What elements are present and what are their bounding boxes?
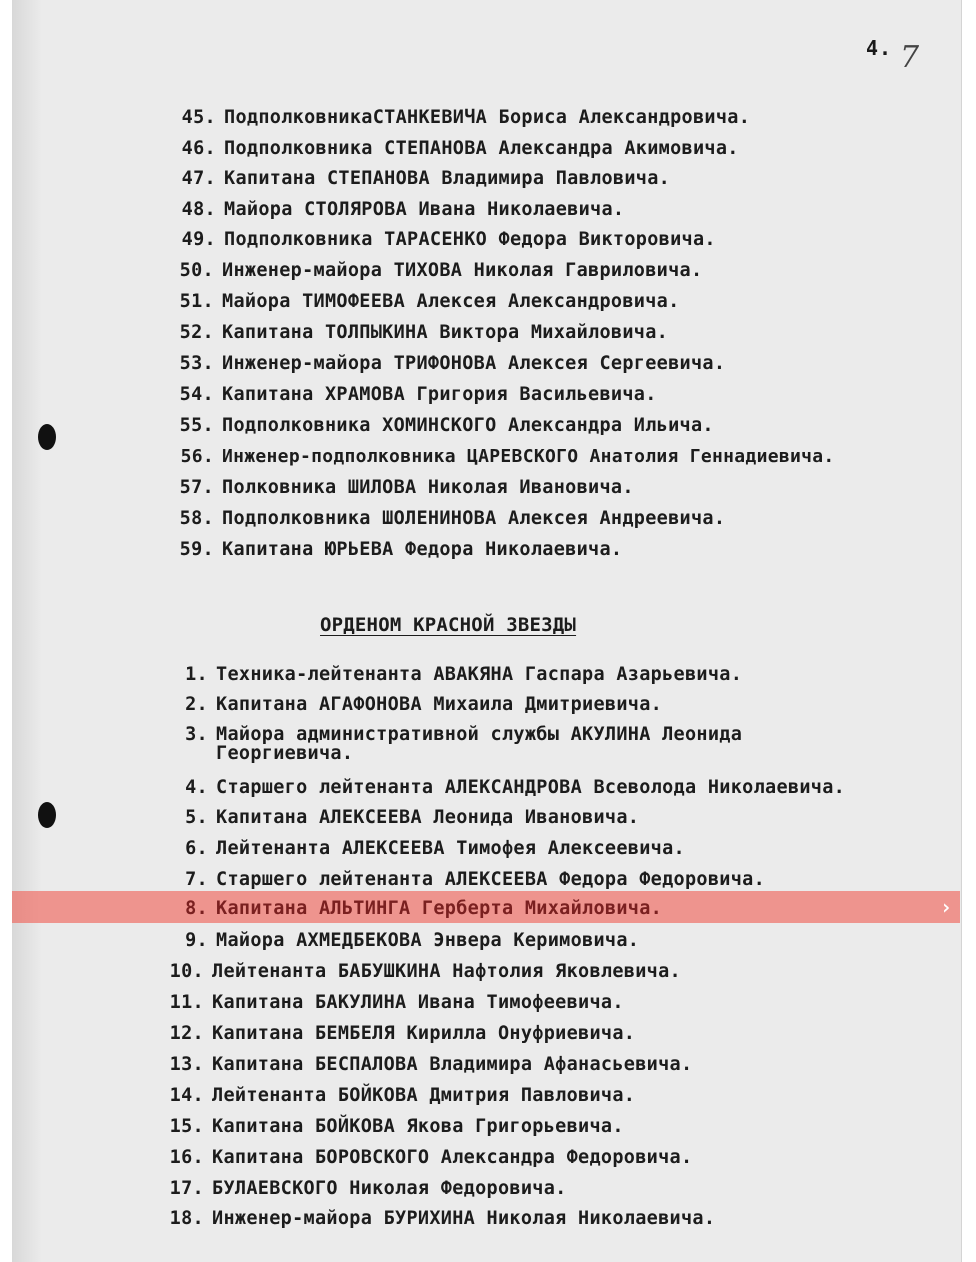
list-item: 49. Подполковника ТАРАСЕНКО Федора Викторовича. — [181, 228, 716, 250]
list-item: 55. Подполковника ХОМИНСКОГО Александра Ильича. — [179, 414, 714, 436]
list-item: 2. Капитана АГАФОНОВА Михаила Дмитриевича. — [185, 693, 663, 715]
chevron-right-icon[interactable]: › — [940, 895, 953, 919]
list-item: 4. Старшего лейтенанта АЛЕКСАНДРОВА Всеволода Николаевича. — [185, 776, 846, 798]
list-item: 11. Капитана БАКУЛИНА Ивана Тимофеевича. — [169, 991, 624, 1013]
list-item: 45. ПодполковникаСТАНКЕВИЧА Бориса Александровича. — [181, 106, 751, 128]
list-item: 52. Капитана ТОЛПЫКИНА Виктора Михайловича. — [179, 321, 669, 343]
highlighted-list-item[interactable]: 8. Капитана АЛЬТИНГА Герберта Михайловича. — [185, 897, 663, 919]
list-item: 56. Инженер-подполковника ЦАРЕВСКОГО Анатолия Геннадиевича. — [180, 445, 835, 467]
list-item: 12. Капитана БЕМБЕЛЯ Кирилла Онуфриевича. — [169, 1022, 636, 1044]
punch-hole-top — [38, 424, 56, 450]
page-edge-shadow — [12, 0, 42, 1262]
list-item: 16. Капитана БОРОВСКОГО Александра Федоровича. — [169, 1146, 693, 1168]
list-item: 10. Лейтенанта БАБУШКИНА Нафтолия Яковлевича. — [169, 960, 681, 982]
list-item: 53. Инженер-майора ТРИФОНОВА Алексея Сергеевича. — [179, 352, 726, 374]
list-item: 46. Подполковника СТЕПАНОВА Александра Акимовича. — [181, 137, 739, 159]
list-item: 9. Майора АХМЕДБЕКОВА Энвера Керимовича. — [185, 929, 640, 951]
list-item: 3. Майора административной службы АКУЛИНА Леонида — [185, 723, 743, 745]
list-item: 13. Капитана БЕСПАЛОВА Владимира Афанасьевича. — [169, 1053, 693, 1075]
handwritten-mark: 7 — [900, 40, 920, 75]
list-item-continuation: Георгиевича. — [216, 742, 354, 764]
list-item: 1. Техника-лейтенанта АВАКЯНА Гаспара Азарьевича. — [185, 663, 743, 685]
list-item: 17. БУЛАЕВСКОГО Николая Федоровича. — [169, 1177, 567, 1199]
list-item: 47. Капитана СТЕПАНОВА Владимира Павловича. — [181, 167, 671, 189]
list-item: 15. Капитана БОЙКОВА Якова Григорьевича. — [169, 1115, 624, 1137]
page-number: 4. — [866, 36, 893, 60]
list-item: 54. Капитана ХРАМОВА Григория Васильевича. — [179, 383, 657, 405]
section-heading: ОРДЕНОМ КРАСНОЙ ЗВЕЗДЫ — [320, 614, 577, 636]
list-item: 7. Старшего лейтенанта АЛЕКСЕЕВА Федора Федоровича. — [185, 868, 766, 890]
punch-hole-bottom — [38, 802, 56, 828]
list-item: 58. Подполковника ШОЛЕНИНОВА Алексея Андреевича. — [179, 507, 726, 529]
list-item: 57. Полковника ШИЛОВА Николая Ивановича. — [179, 476, 634, 498]
list-item: 50. Инженер-майора ТИХОВА Николая Гавриловича. — [179, 259, 703, 281]
list-item: 5. Капитана АЛЕКСЕЕВА Леонида Ивановича. — [185, 806, 640, 828]
list-item: 48. Майора СТОЛЯРОВА Ивана Николаевича. — [181, 198, 625, 220]
list-item: 18. Инженер-майора БУРИХИНА Николая Николаевича. — [169, 1207, 716, 1229]
list-item: 14. Лейтенанта БОЙКОВА Дмитрия Павловича. — [169, 1084, 636, 1106]
list-item: 51. Майора ТИМОФЕЕВА Алексея Александровича. — [179, 290, 680, 312]
list-item: 6. Лейтенанта АЛЕКСЕЕВА Тимофея Алексеевича. — [185, 837, 685, 859]
list-item: 59. Капитана ЮРЬЕВА Федора Николаевича. — [179, 538, 623, 560]
